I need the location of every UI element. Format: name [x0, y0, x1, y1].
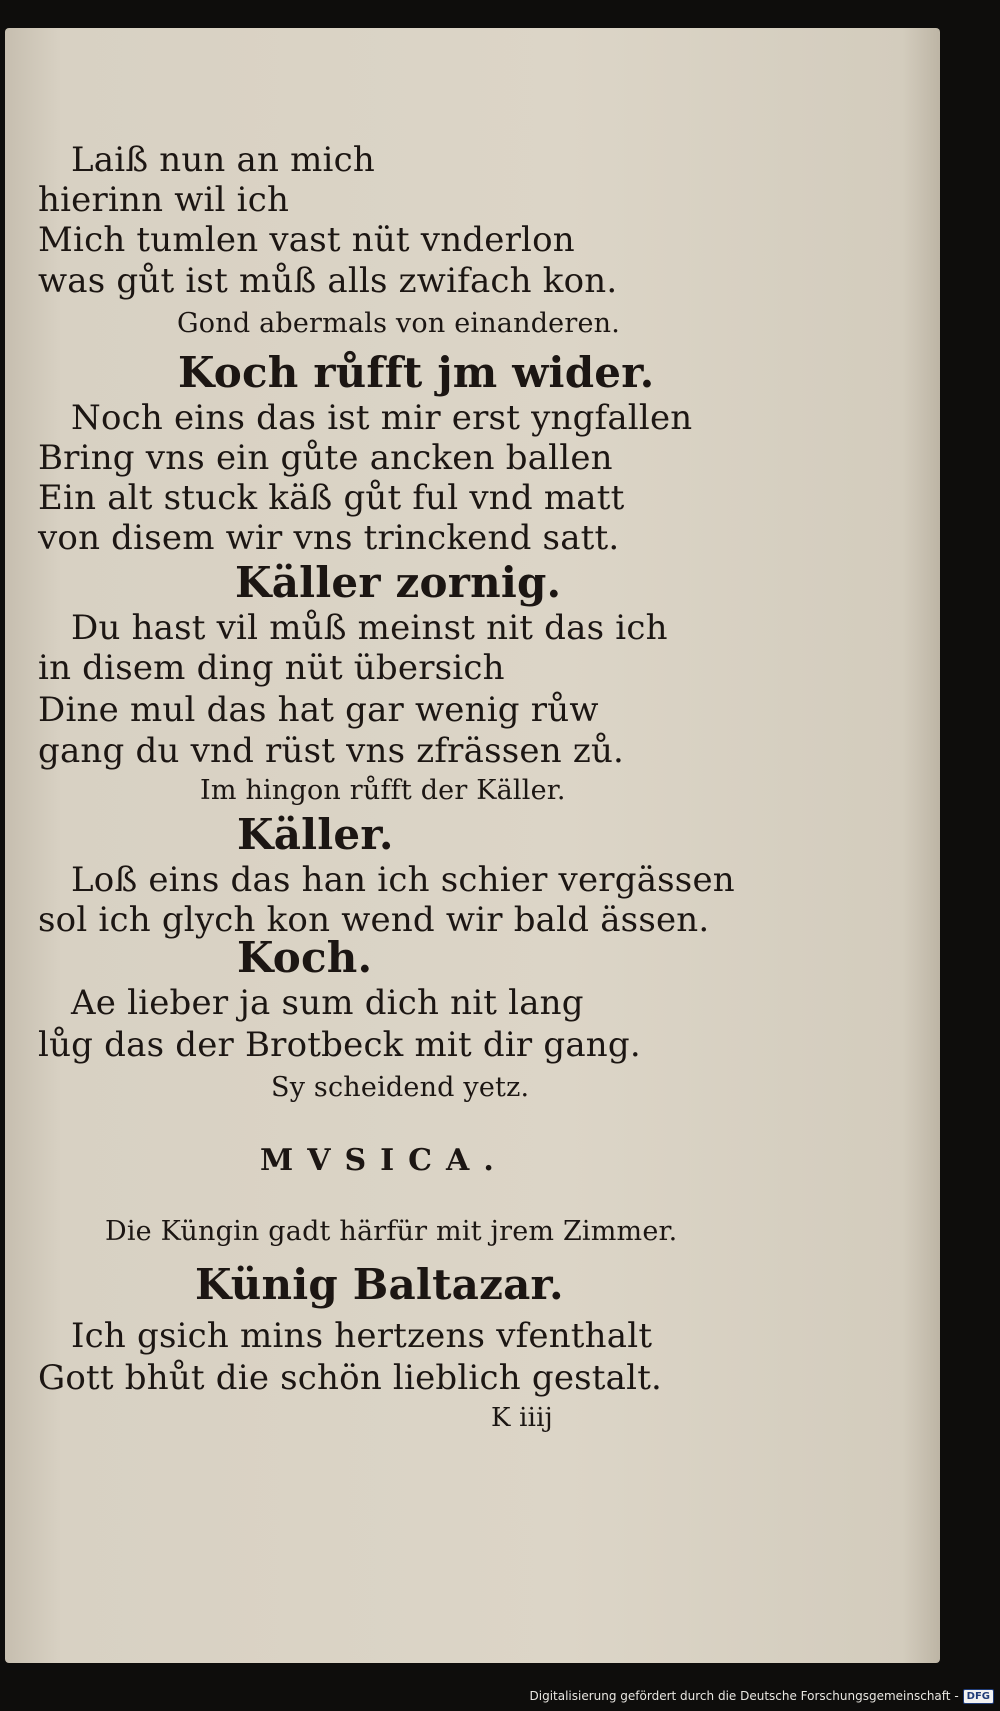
- stage-direction: Gond abermals von einanderen.: [177, 308, 621, 339]
- stage-direction: Im hingon růfft der Käller.: [200, 775, 566, 806]
- text-line: Laiß nun an mich: [71, 140, 375, 180]
- text-line: Ae lieber ja sum dich nit lang: [71, 983, 584, 1023]
- speaker-name: Koch.: [237, 933, 373, 982]
- speaker-name: Koch růfft jm wider.: [178, 348, 655, 397]
- text-line: Noch eins das ist mir erst yngfallen: [71, 398, 693, 438]
- credit-text: Digitalisierung gefördert durch die Deutsche Forschungsgemeinschaft -: [529, 1689, 959, 1703]
- speaker-name: Käller.: [237, 810, 394, 859]
- text-line: Loß eins das han ich schier vergässen: [71, 860, 735, 900]
- text-line: was gůt ist můß alls zwifach kon.: [38, 261, 618, 301]
- digitization-credit: [530, 1685, 995, 1707]
- text-line: Gott bhůt die schön lieblich gestalt.: [38, 1358, 663, 1398]
- signature-mark: K iiij: [491, 1403, 553, 1433]
- stage-direction: Sy scheidend yetz.: [271, 1072, 530, 1103]
- text-line: sol ich glych kon wend wir bald ässen.: [38, 900, 710, 940]
- text-line: lůg das der Brotbeck mit dir gang.: [38, 1025, 641, 1065]
- section-heading: MVSICA.: [260, 1143, 508, 1178]
- text-line: Dine mul das hat gar wenig růw: [38, 690, 599, 730]
- speaker-name: Käller zornig.: [235, 558, 562, 607]
- dfg-logo: DFG: [963, 1689, 994, 1704]
- text-line: hierinn wil ich: [38, 180, 290, 220]
- text-line: von disem wir vns trinckend satt.: [38, 518, 620, 558]
- book-page: [5, 28, 940, 1663]
- text-line: gang du vnd rüst vns zfrässen zů.: [38, 731, 625, 771]
- text-line: Du hast vil můß meinst nit das ich: [71, 608, 668, 648]
- text-line: Ein alt stuck käß gůt ful vnd matt: [38, 478, 625, 518]
- stage-direction: Die Küngin gadt härfür mit jrem Zimmer.: [105, 1216, 678, 1247]
- text-line: in disem ding nüt übersich: [38, 648, 505, 688]
- text-line: Bring vns ein gůte ancken ballen: [38, 438, 613, 478]
- text-line: Mich tumlen vast nüt vnderlon: [38, 220, 575, 260]
- speaker-name: Künig Baltazar.: [195, 1260, 564, 1309]
- text-line: Ich gsich mins hertzens vfenthalt: [71, 1316, 653, 1356]
